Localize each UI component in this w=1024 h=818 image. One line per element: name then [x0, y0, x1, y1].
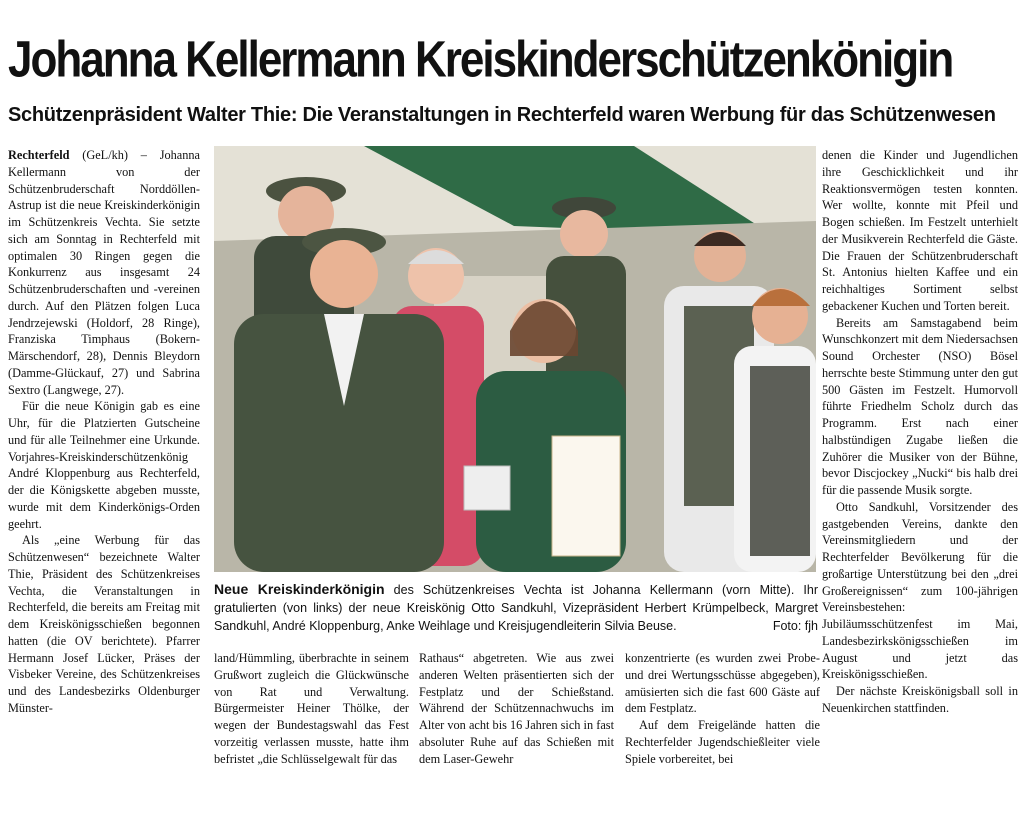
photo-illustration — [214, 146, 816, 572]
article-column-4 — [625, 650, 820, 767]
paragraph-text: (GeL/kh) – Johanna Kellermann von der Schützenbruderschaft Norddöllen-Astrup ist die neue Kreiskinderkönigin im Schützenkreis Vechta. Sie setzte sich am Sonntag in Rechterfeld mit optimalen 30 Ringen gegen die Konkurrenz aus insgesamt 24 Schützenbruderschaften und -vereinen durch. Auf den Plätzen folgen Luca Jendrzejewski (Holdorf, 28 Ringe), Franziska Timphaus (Bokern-Märschendorf, 28), Dennis Bleydorn (Damme-Glückauf, 27) und Sabrina Sextro (Langwege, 27). — [8, 148, 200, 397]
paragraph: Otto Sandkuhl, Vorsitzender des gastgebenden Vereins, dankte den Vereinsmitgliedern und der Rechterfelder Bevölkerung für die großartige Unterstützung bei den „drei Großereignissen“ zum 100-jährigen Vereinsbestehen: Jubiläumsschützenfest im Mai, Landesbezirkskönigsschießen im August und jetzt das Kreiskönigsschießen. — [822, 499, 1018, 682]
dateline: Rechterfeld — [8, 148, 70, 162]
paragraph: land/Hümmling, überbrachte in seinem Grußwort zugleich die Glückwünsche von Rat und Verwaltung. Bürgermeister Heiner Thölke, der wegen der Bundestagswahl das Fest vorzeitig verlassen musste, hatte ihm befristet „die Schlüsselgewalt für das — [214, 651, 409, 766]
paragraph: Auf dem Freigelände hatten die Rechterfelder Jugendschießleiter viele Spiele vorbereitet, bei — [625, 718, 820, 766]
caption-lead: Neue Kreiskinderkönigin — [214, 581, 385, 597]
photo-credit: Foto: fjh — [772, 619, 818, 633]
article-column-5 — [822, 147, 1018, 717]
article-column-2 — [214, 650, 409, 767]
headline: Johanna Kellermann Kreiskinderschützenkönigin — [8, 31, 953, 88]
paragraph — [8, 147, 200, 398]
paragraph: Bereits am Samstagabend beim Wunschkonzert mit dem Niedersachsen Sound Orchester (NSO) Bösel herrschte beste Stimmung unter den gut 500 Gästen im Festzelt. Humorvoll führte Friedhelm Scholz durch das Programm. Erst nach einer halbstündigen Zugabe ließen die Zuhörer die Musiker von der Bühne, bevor Discjockey „Nucki“ bis halb drei für die passende Musik sorgte. — [822, 315, 1018, 497]
subheadline: Schützenpräsident Walter Thie: Die Veranstaltungen in Rechterfeld waren Werbung für das Schützenwesen — [8, 104, 996, 126]
article-column-1 — [8, 147, 200, 717]
paragraph: konzentrierte (es wurden zwei Probe- und drei Wertungsschüsse abgegeben), amüsierten sich die fast 600 Gäste auf dem Festplatz. — [625, 651, 820, 716]
caption-text: des Schützenkreises Vechta ist Johanna Kellermann (vorn Mitte). Ihr gratulierten (von links) der neue Kreiskönig Otto Sandkuhl, Vizepräsident Herbert Krümpelbeck, Margret Sandkuhl, André Kloppenburg, Anke Weihlage und Kreisjugendleiterin Silvia Beuse. — [214, 583, 818, 633]
paragraph: denen die Kinder und Jugendlichen ihre Geschicklichkeit und ihr Reaktionsvermögen testen konnten. Wer wollte, konnte mit Pfeil und Bogen schießen. Im Festzelt unterhielt der Musikverein Rechterfeld die Gäste. Die Frauen der Schützenbruderschaft St. Antonius hielten Kaffee und ein reichhaltiges Sortiment selbst gebackener Kuchen und Torten bereit. — [822, 148, 1018, 313]
news-photo — [214, 146, 816, 572]
paragraph: Der nächste Kreiskönigsball soll in Neuenkirchen stattfinden. — [822, 684, 1018, 715]
paragraph: Rathaus“ abgetreten. Wie aus zwei anderen Welten präsentierten sich der Festplatz und der Schießstand. Während der Schützennachwuchs im Alter von acht bis 16 Jahren sich in fast absoluter Ruhe auf das Schießen mit dem Laser-Gewehr — [419, 651, 614, 766]
paragraph: Als „eine Werbung für das Schützenwesen“ bezeichnete Walter Thie, Präsident des Schützenkreises Vechta, die Veranstaltungen in Rechterfeld, die bereits am Freitag mit dem Kreiskönigsschießen begonnen hatten (die OV berichtete). Pfarrer Hermann Josef Lücker, Präses der Visbeker Vereine, des Schützenkreises und des Landesbezirks Oldenburger Münster- — [8, 533, 200, 715]
article-column-3 — [419, 650, 614, 767]
photo-caption — [214, 580, 818, 635]
paragraph: Für die neue Königin gab es eine Uhr, für die Platzierten Gutscheine und für alle Teilnehmer eine Urkunde. Vorjahres-Kreiskinderschützenkönig André Kloppenburg aus Rechterfeld, der die Königskette abgeben musste, wurde mit dem Kinderkönigs-Orden geehrt. — [8, 399, 200, 531]
